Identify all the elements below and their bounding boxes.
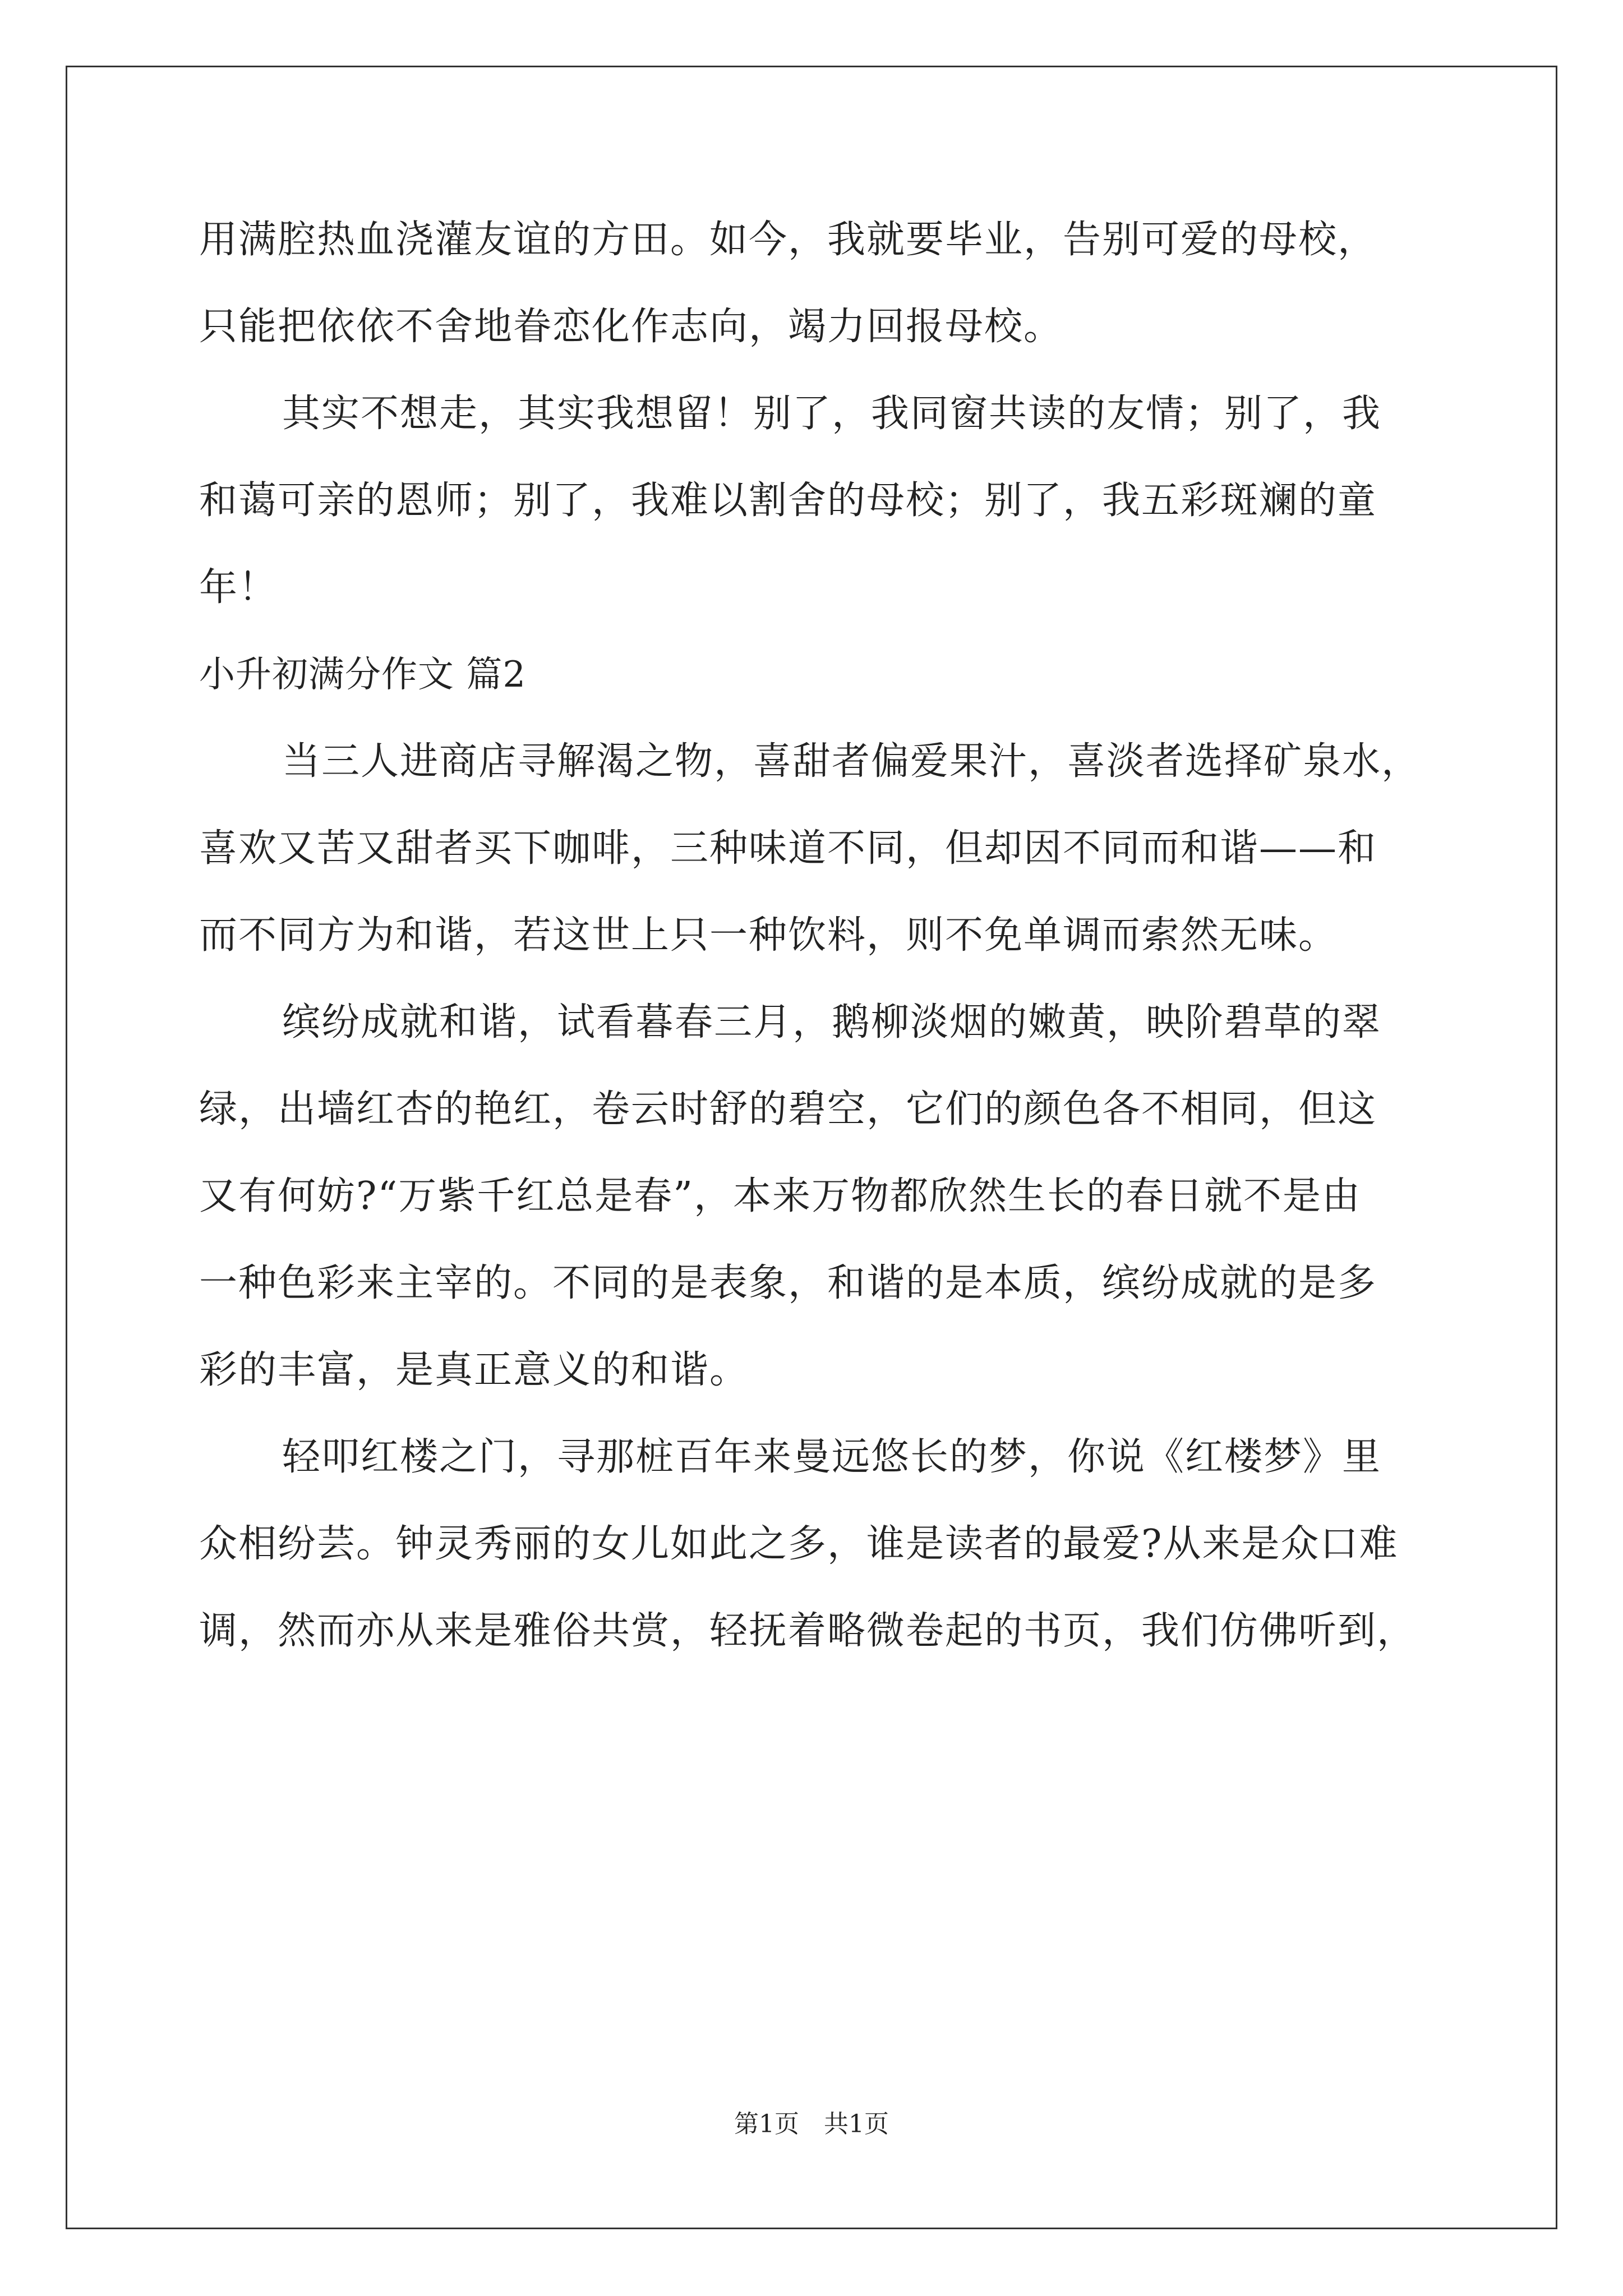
page-footer: 第1页 共1页 [734,2110,889,2138]
paragraph-start-line: 其实不想走，其实我想留！别了，我同窗共读的友情；别了，我 [282,392,1382,436]
text-line: 喜欢又苦又甜者买下咖啡，三种味道不同，但却因不同而和谐——和 [199,826,1377,871]
text-line: 和蔼可亲的恩师；别了，我难以割舍的母校；别了，我五彩斑斓的童 [199,478,1377,523]
section-heading: 小升初满分作文 篇2 [199,654,527,696]
text-line: 只能把依依不舍地眷恋化作志向，竭力回报母校。 [199,305,1063,349]
text-line: 调，然而亦从来是雅俗共赏，轻抚着略微卷起的书页，我们仿佛听到， [199,1609,1417,1653]
text-line: 而不同方为和谐，若这世上只一种饮料，则不免单调而索然无味。 [199,913,1338,958]
text-line: 用满腔热血浇灌友谊的方田。如今，我就要毕业，告别可爱的母校， [199,218,1377,262]
paragraph-start-line: 轻叩红楼之门，寻那桩百年来曼远悠长的梦，你说《红楼梦》里 [282,1435,1382,1479]
text-line: 绿，出墙红杏的艳红，卷云时舒的碧空，它们的颜色各不相同，但这 [199,1087,1377,1131]
paragraph-start-line: 当三人进商店寻解渴之物，喜甜者偏爱果汁，喜淡者选择矿泉水， [282,739,1421,784]
paragraph-start-line: 缤纷成就和谐，试看暮春三月，鹅柳淡烟的嫩黄，映阶碧草的翠 [282,1000,1382,1045]
text-line: 又有何妨?“万紫千红总是春”，本来万物都欣然生长的春日就不是由 [199,1174,1361,1218]
text-line: 众相纷芸。钟灵秀丽的女儿如此之多，谁是读者的最爱?从来是众口难 [199,1522,1399,1566]
text-line: 一种色彩来主宰的。不同的是表象，和谐的是本质，缤纷成就的是多 [199,1261,1377,1305]
text-line: 年！ [199,565,278,610]
text-line: 彩的丰富，是真正意义的和谐。 [199,1348,749,1392]
